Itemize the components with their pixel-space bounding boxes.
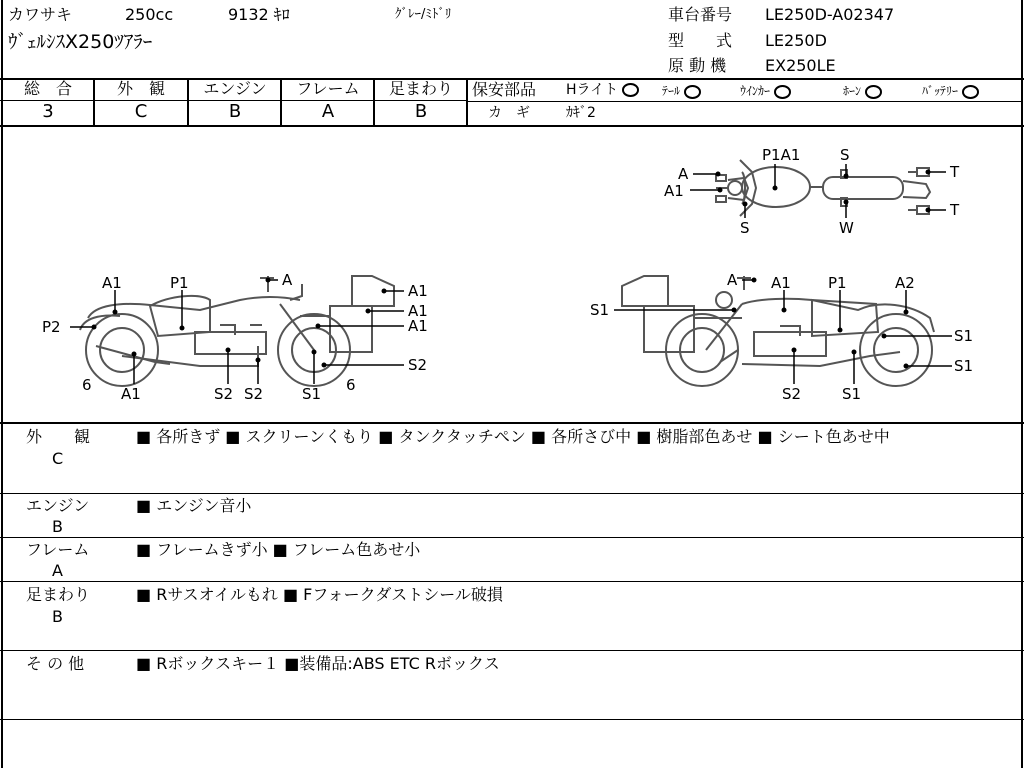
safety-item-label: ﾃｰﾙ bbox=[662, 84, 681, 98]
maker: カワサキ bbox=[8, 5, 73, 24]
color: ｸﾞﾚｰ/ﾐﾄﾞﾘ bbox=[395, 7, 452, 22]
ok-circle-icon bbox=[962, 85, 979, 99]
safety-mid-line bbox=[466, 101, 1022, 102]
diagram-label: P1 bbox=[828, 274, 847, 292]
diagram-label: S2 bbox=[782, 385, 802, 403]
engine-model-value: EX250LE bbox=[765, 56, 836, 75]
diagram-label: 6 bbox=[346, 376, 356, 394]
chassis-label: 車台番号 bbox=[668, 5, 733, 24]
diagram-label: A2 bbox=[895, 274, 915, 292]
safety-item-label: ｳｲﾝｶｰ bbox=[740, 84, 771, 98]
diagram-label: A1 bbox=[408, 317, 428, 335]
grade-exterior-label: 外 観 bbox=[116, 79, 165, 98]
diagram-label: S bbox=[740, 219, 750, 237]
diagram-label: S2 bbox=[244, 385, 264, 403]
safety-item-battery bbox=[922, 82, 979, 100]
right-view-bike bbox=[622, 276, 934, 386]
remark-exterior-grade: C bbox=[52, 449, 64, 468]
remark-divider bbox=[0, 537, 1024, 538]
type-label: 型 式 bbox=[668, 31, 733, 50]
diagram-label: A bbox=[678, 165, 689, 183]
top-view-bike bbox=[716, 160, 930, 216]
diagram-label: P1A1 bbox=[762, 146, 801, 164]
diagram-label: S2 bbox=[214, 385, 234, 403]
remark-engine-text: ■ エンジン音小 bbox=[136, 496, 252, 515]
diagram-label: P2 bbox=[42, 318, 61, 336]
mileage: 9132 ｷﾛ bbox=[228, 5, 290, 24]
grade-overall-value: 3 bbox=[42, 101, 54, 122]
diagram-label: A1 bbox=[408, 302, 428, 320]
grade-frame-value: A bbox=[321, 101, 335, 122]
grade-engine-value: B bbox=[228, 101, 242, 122]
ok-circle-icon bbox=[865, 85, 882, 99]
remark-exterior-text: ■ 各所きず ■ スクリーンくもり ■ タンクタッチペン ■ 各所さび中 ■ 樹脂部色あせ ■ シート色あせ中 bbox=[136, 427, 890, 446]
diagram-label: S1 bbox=[842, 385, 862, 403]
remark-frame-category: フレーム bbox=[26, 540, 90, 559]
remark-divider bbox=[0, 581, 1024, 582]
diagram-label: S1 bbox=[954, 357, 974, 375]
grade-overall-label: 総 合 bbox=[23, 79, 72, 98]
diagram-label: T bbox=[950, 163, 960, 181]
key-label: カ ギ bbox=[488, 105, 530, 121]
diagram-label: S2 bbox=[408, 356, 428, 374]
safety-item-headlight bbox=[566, 81, 639, 99]
grade-exterior-value: C bbox=[134, 101, 148, 122]
remark-engine-grade: B bbox=[52, 517, 63, 536]
diagram-label: A bbox=[282, 271, 293, 289]
remark-divider bbox=[0, 493, 1024, 494]
grade-suspension-value: B bbox=[414, 101, 428, 122]
diagram-label: P1 bbox=[170, 274, 189, 292]
remark-suspension-category: 足まわり bbox=[26, 585, 91, 604]
remark-divider bbox=[0, 650, 1024, 651]
remark-other-text: ■ Rボックスキー１ ■装備品:ABS ETC Rボックス bbox=[136, 654, 500, 673]
remark-frame-text: ■ フレームきず小 ■ フレーム色あせ小 bbox=[136, 540, 421, 559]
safety-label: 保安部品 bbox=[472, 80, 537, 99]
grade-suspension-label: 足まわり bbox=[388, 79, 453, 98]
remark-divider bbox=[0, 719, 1024, 720]
ok-circle-icon bbox=[622, 83, 639, 97]
left-view-bike bbox=[80, 276, 394, 386]
key-value: ｶｷﾞ2 bbox=[566, 105, 596, 121]
ok-circle-icon bbox=[684, 85, 701, 99]
remark-frame-grade: A bbox=[52, 561, 63, 580]
diagram-label: A1 bbox=[664, 182, 684, 200]
damage-diagram bbox=[0, 127, 1024, 423]
diagram-label: S1 bbox=[590, 301, 610, 319]
diagram-label: T bbox=[950, 201, 960, 219]
chassis-value: LE250D-A02347 bbox=[765, 5, 895, 24]
remark-exterior-category: 外 観 bbox=[26, 427, 91, 446]
diagram-label: S1 bbox=[302, 385, 322, 403]
safety-item-winker bbox=[740, 82, 791, 100]
diagram-bottom-line bbox=[0, 422, 1024, 424]
grade-frame-label: フレーム bbox=[296, 79, 360, 98]
diagram-label: A1 bbox=[121, 385, 141, 403]
ok-circle-icon bbox=[774, 85, 791, 99]
engine-model-label: 原 動 機 bbox=[668, 56, 727, 75]
model-name: ｳﾞｪﾙｼｽX250ﾂｱﾗｰ bbox=[8, 31, 153, 53]
displacement: 250cc bbox=[125, 5, 174, 24]
diagram-label: 6 bbox=[82, 376, 92, 394]
safety-item-label: Hライト bbox=[566, 82, 619, 98]
remark-suspension-text: ■ Rサスオイルもれ ■ Fフォークダストシール破損 bbox=[136, 585, 503, 604]
diagram-label: A1 bbox=[408, 282, 428, 300]
remark-other-category: そ の 他 bbox=[26, 654, 85, 673]
diagram-label: S bbox=[840, 146, 850, 164]
remark-engine-category: エンジン bbox=[26, 496, 90, 515]
type-value: LE250D bbox=[765, 31, 827, 50]
safety-item-tail bbox=[662, 82, 701, 100]
diagram-label: A1 bbox=[102, 274, 122, 292]
safety-item-horn bbox=[843, 82, 882, 100]
diagram-label: W bbox=[839, 219, 854, 237]
diagram-label: A1 bbox=[771, 274, 791, 292]
safety-item-label: ﾎｰﾝ bbox=[843, 84, 862, 98]
diagram-label: S1 bbox=[954, 327, 974, 345]
remark-suspension-grade: B bbox=[52, 607, 63, 626]
diagram-label: A bbox=[727, 271, 738, 289]
safety-item-label: ﾊﾞｯﾃﾘｰ bbox=[922, 84, 959, 98]
grade-engine-label: エンジン bbox=[203, 79, 267, 98]
